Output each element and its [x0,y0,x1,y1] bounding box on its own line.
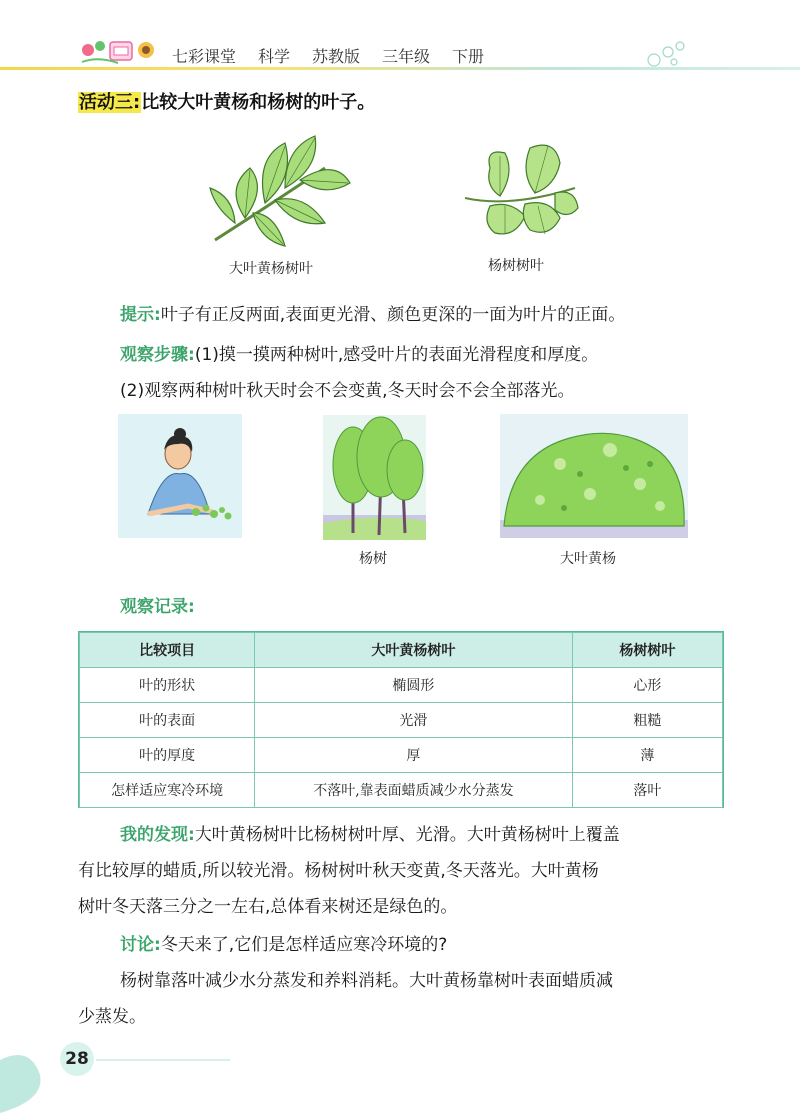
table-row [80,703,723,738]
header-divider [0,67,800,70]
page-number: 28 [60,1042,94,1076]
hint-paragraph [120,298,625,332]
boxwood-leaf-illustration [205,128,355,253]
header-edition: 苏教版 [312,47,361,66]
publisher-logo-icon [78,36,164,66]
tree1-caption: 杨树 [359,551,387,567]
discussion-answer1: 杨树靠落叶减少水分蒸发和养料消耗。大叶黄杨靠树叶表面蜡质减 [120,971,613,991]
activity-title [78,88,375,114]
observation-photo [118,414,242,538]
hint-label: 提示: [120,305,161,325]
poplar-tree-photo [323,415,426,540]
discussion-question-text: 冬天来了,它们是怎样适应寒冷环境的? [160,935,448,955]
table-cell: 落叶 [572,773,722,808]
table-cell: 心形 [572,668,722,703]
table-header-row [80,633,723,668]
boxwood-bush-photo [500,414,688,538]
finding-label: 我的发现: [120,825,195,845]
finding-text1: 大叶黄杨树叶比杨树树叶厚、光滑。大叶黄杨树叶上覆盖 [194,825,620,845]
table-cell: 叶的表面 [80,703,255,738]
table-cell: 厚 [255,738,572,773]
leaf1-caption: 大叶黄杨树叶 [229,261,313,277]
footer-decoration-icon [0,1030,240,1113]
finding-line2: 有比较厚的蜡质,所以较光滑。杨树树叶秋天变黄,冬天落光。大叶黄杨 [78,861,599,881]
table-cell: 不落叶,靠表面蜡质减少水分蒸发 [255,773,572,808]
record-label-wrap [120,590,195,624]
step2-paragraph: (2)观察两种树叶秋天时会不会变黄,冬天时会不会全部落光。 [120,381,575,401]
step1-text: (1)摸一摸两种树叶,感受叶片的表面光滑程度和厚度。 [194,345,599,365]
table-header-cell: 杨树树叶 [572,633,722,668]
discussion-label: 讨论: [120,935,161,955]
header-volume: 下册 [452,47,485,66]
record-label: 观察记录: [120,597,195,617]
finding-line1 [120,818,620,852]
table-cell: 叶的厚度 [80,738,255,773]
header-subject: 科学 [258,47,291,66]
table-row [80,668,723,703]
steps-label: 观察步骤: [120,345,195,365]
table-row [80,773,723,808]
table-cell: 粗糙 [572,703,722,738]
hint-text: 叶子有正反两面,表面更光滑、颜色更深的一面为叶片的正面。 [160,305,626,325]
table-cell: 光滑 [255,703,572,738]
header-grade: 三年级 [382,47,431,66]
page-header [0,0,800,80]
discussion-answer2: 少蒸发。 [78,1007,146,1027]
tree2-caption: 大叶黄杨 [560,551,616,567]
header-series: 七彩课堂 [172,47,237,66]
observation-table [78,631,724,808]
table-cell: 薄 [572,738,722,773]
table-cell: 椭圆形 [255,668,572,703]
table-row [80,738,723,773]
discussion-question [120,928,447,962]
bubbles-decoration-icon [640,38,720,68]
finding-line3: 树叶冬天落三分之一左右,总体看来树还是绿色的。 [78,897,458,917]
table-header-cell: 比较项目 [80,633,255,668]
table-cell: 怎样适应寒冷环境 [80,773,255,808]
activity-text: 比较大叶黄杨和杨树的叶子。 [141,92,376,113]
activity-label: 活动三: [79,92,141,113]
table-cell: 叶的形状 [80,668,255,703]
steps-paragraph [120,338,598,372]
poplar-leaf-illustration [460,138,580,246]
leaf2-caption: 杨树树叶 [488,258,544,274]
table-header-cell: 大叶黄杨树叶 [255,633,572,668]
